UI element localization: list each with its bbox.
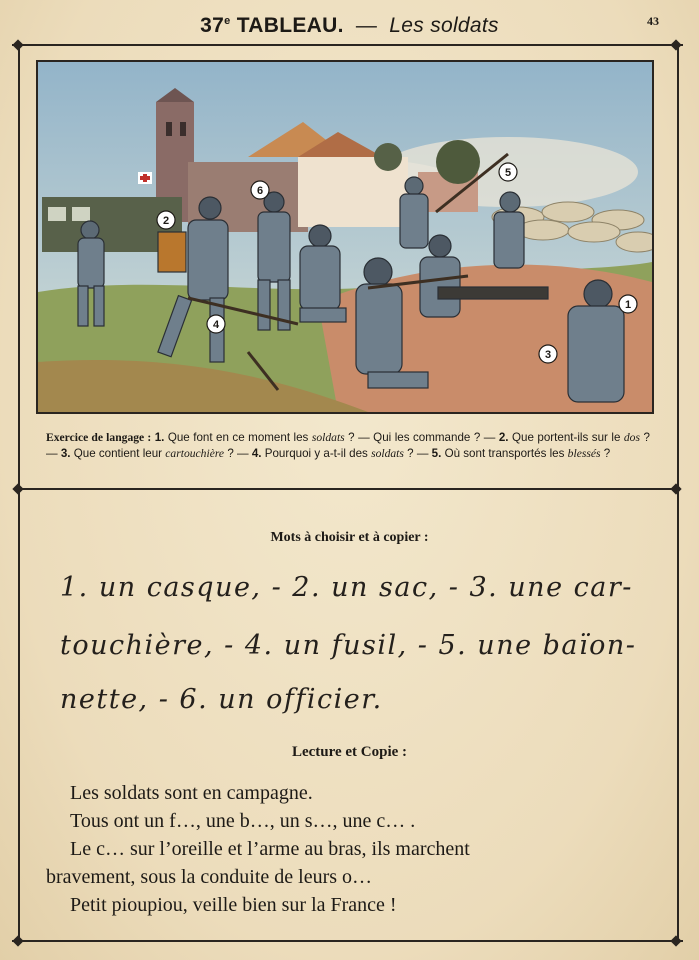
soldiers-in-battle-illustration [36, 60, 654, 414]
tower-window [166, 122, 172, 136]
question-keyword: blessés [567, 447, 601, 460]
question-number: 3. [60, 447, 71, 460]
question-text: ? — Qui les commande ? — [348, 431, 496, 444]
question-text: Pourquoi y a-t-il des [264, 447, 368, 460]
exercise-label: Exercice de langage : [46, 431, 152, 444]
vocabulary-line: nette, - 6. un officier. [60, 684, 383, 715]
frame-bottom-rule [12, 940, 683, 942]
question-keyword: soldats [311, 431, 345, 444]
section-divider [18, 488, 677, 490]
tree [374, 143, 402, 171]
callout-1 [619, 295, 637, 313]
question-text: ? — [227, 447, 249, 460]
reading-line: Tous ont un f…, une b…, un s…, une c… . [70, 810, 416, 832]
question-text: Que font en ce moment les [167, 431, 309, 444]
callout-label: 3 [544, 349, 552, 361]
question-text: Que contient leur [73, 447, 163, 460]
wagon-window [72, 207, 90, 221]
callout-label: 2 [162, 215, 170, 227]
question-text: Que portent-ils sur le [512, 431, 621, 444]
callout-label: 4 [212, 319, 220, 331]
question-text: ? — [46, 431, 650, 460]
question-text: ? [603, 447, 611, 460]
question-keyword: dos [623, 431, 640, 444]
words-heading: Mots à choisir et à copier : [270, 530, 429, 545]
tree [436, 140, 480, 184]
tableau-label: TABLEAU. [236, 14, 344, 37]
illustration-drawing [38, 62, 652, 412]
tower-window [180, 122, 186, 136]
question-keyword: cartouchière [165, 447, 225, 460]
tableau-suffix: e [224, 15, 231, 27]
reading-line: bravement, sous la conduite de leurs o… [46, 866, 373, 888]
callout-4 [207, 315, 225, 333]
reading-line: Petit pioupiou, veille bien sur la France ! [70, 894, 397, 916]
question-number: 2. [498, 431, 509, 444]
callout-2 [157, 211, 175, 229]
callout-label: 5 [504, 167, 512, 179]
question-text: ? — [407, 447, 429, 460]
callout-label: 1 [624, 299, 632, 311]
vocabulary-line: 1. un casque, - 2. un sac, - 3. une car- [60, 572, 633, 603]
question-number: 5. [431, 447, 442, 460]
question-number: 4. [251, 447, 262, 460]
language-exercise [46, 430, 650, 462]
callout-label: 6 [256, 185, 264, 197]
title-subtitle: Les soldats [389, 14, 499, 37]
page-number: 43 [647, 14, 659, 28]
reading-heading: Lecture et Copie : [291, 744, 408, 760]
callout-3 [539, 345, 557, 363]
reading-line: Le c… sur l’oreille et l’arme au bras, ils marchent [70, 838, 470, 860]
question-number: 1. [154, 431, 165, 444]
callout-6 [251, 181, 269, 199]
reading-line: Les soldats sont en campagne. [70, 782, 313, 804]
vocabulary-line: touchière, - 4. un fusil, - 5. une baïon- [60, 630, 637, 661]
tableau-number: 37 [200, 14, 225, 37]
callout-5 [499, 163, 517, 181]
question-keyword: soldats [371, 447, 404, 460]
title-separator: — [355, 14, 378, 37]
question-text: Où sont transportés les [444, 447, 565, 460]
page-title [0, 14, 699, 38]
wagon-window [48, 207, 66, 221]
